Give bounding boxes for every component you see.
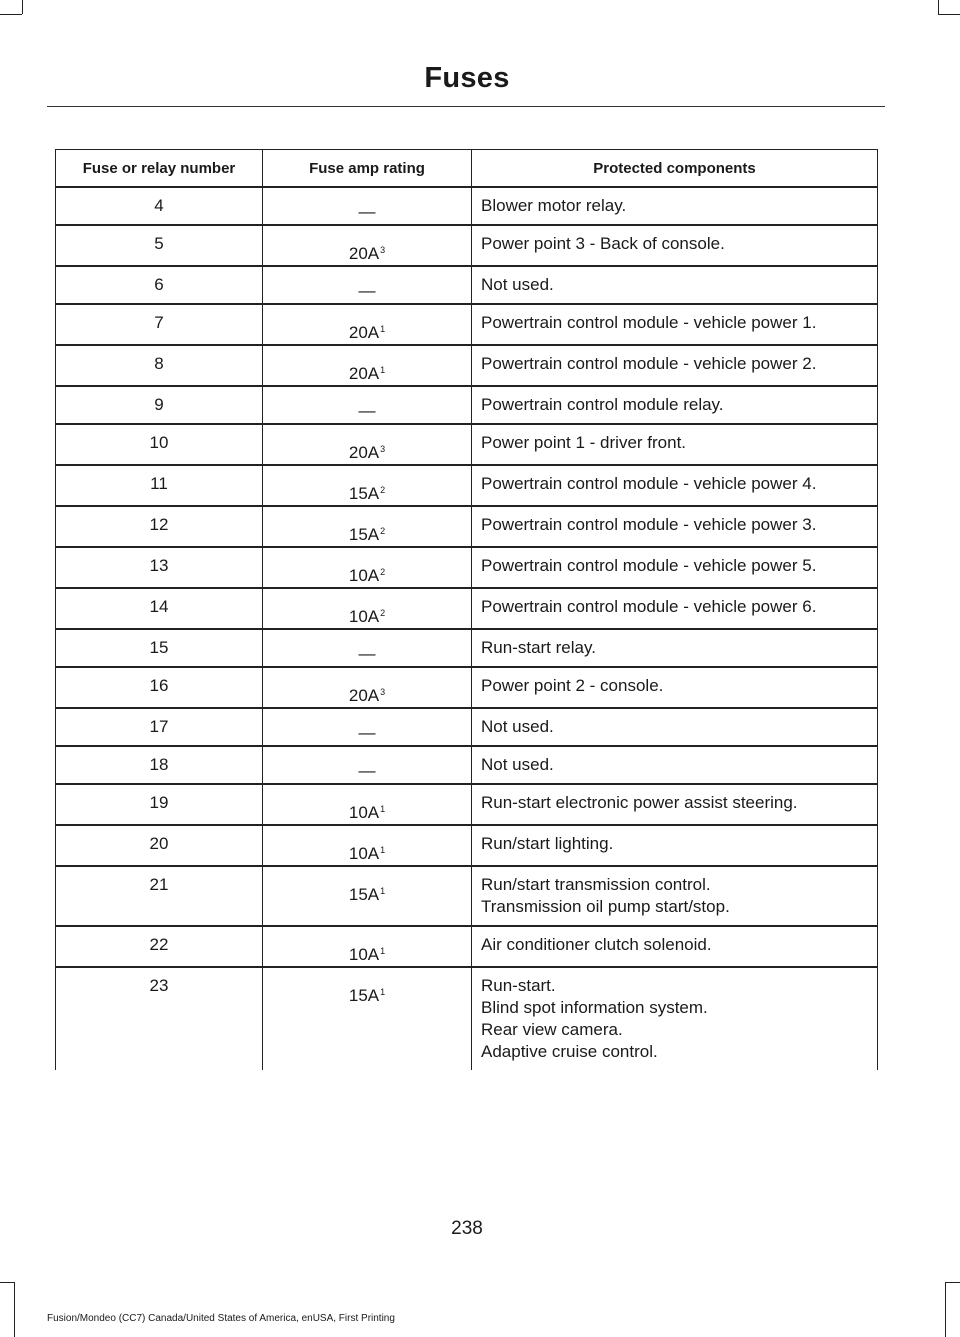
- page-title: Fuses: [424, 62, 510, 94]
- table-row: [56, 588, 878, 629]
- fuse-number: 9: [56, 386, 263, 424]
- fuse-amp-rating: [263, 967, 472, 1070]
- fuse-amp-rating: [263, 465, 472, 506]
- fuse-number: 4: [56, 187, 263, 225]
- fuse-number: 5: [56, 225, 263, 266]
- amp-value: 20A: [348, 686, 380, 705]
- fuse-amp-rating: [263, 746, 472, 784]
- fuse-amp-rating: [263, 304, 472, 345]
- amp-value: —: [358, 761, 376, 780]
- amp-value: 20A: [348, 364, 380, 383]
- component-line: Transmission oil pump start/stop.: [481, 897, 730, 916]
- component-line: Rear view camera.: [481, 1020, 623, 1039]
- table-row: [56, 547, 878, 588]
- footnote-marker: 3: [380, 687, 386, 697]
- amp-value: —: [358, 202, 376, 221]
- protected-components: [472, 465, 878, 506]
- crop-mark: [0, 14, 22, 15]
- protected-components: [472, 926, 878, 967]
- protected-components: [472, 506, 878, 547]
- amp-value: 20A: [348, 323, 380, 342]
- protected-components: [472, 266, 878, 304]
- footnote-marker: 2: [380, 485, 386, 495]
- protected-components: [472, 629, 878, 667]
- fuse-number: 6: [56, 266, 263, 304]
- fuse-amp-rating: [263, 667, 472, 708]
- title-divider: [47, 106, 885, 107]
- crop-mark: [14, 1282, 15, 1337]
- protected-components: [472, 667, 878, 708]
- component-line: Power point 2 - console.: [481, 676, 664, 695]
- component-line: Blind spot information system.: [481, 998, 708, 1017]
- fuse-number: 15: [56, 629, 263, 667]
- protected-components: [472, 225, 878, 266]
- crop-mark: [22, 0, 23, 14]
- fuse-amp-rating: [263, 629, 472, 667]
- crop-mark: [946, 1282, 960, 1283]
- table-row: [56, 784, 878, 825]
- protected-components: [472, 784, 878, 825]
- footnote-marker: 1: [380, 987, 386, 997]
- amp-value: 15A: [348, 885, 380, 904]
- amp-value: 15A: [348, 986, 380, 1005]
- table-row: [56, 225, 878, 266]
- page-number: 238: [451, 1218, 483, 1239]
- protected-components: [472, 424, 878, 465]
- table-row: [56, 465, 878, 506]
- amp-value: —: [358, 281, 376, 300]
- component-line: Not used.: [481, 755, 554, 774]
- amp-value: 10A: [348, 803, 380, 822]
- component-line: Powertrain control module - vehicle power 5.: [481, 556, 817, 575]
- table-row: [56, 926, 878, 967]
- fuse-amp-rating: [263, 588, 472, 629]
- component-line: Not used.: [481, 717, 554, 736]
- table-row: [56, 866, 878, 926]
- fuse-number: 13: [56, 547, 263, 588]
- footnote-marker: 2: [380, 608, 386, 618]
- table-header-row: [56, 150, 878, 188]
- protected-components: [472, 825, 878, 866]
- crop-mark: [938, 14, 960, 15]
- component-line: Powertrain control module - vehicle power 4.: [481, 474, 817, 493]
- amp-value: —: [358, 723, 376, 742]
- amp-value: 20A: [348, 443, 380, 462]
- fuse-number: 21: [56, 866, 263, 926]
- protected-components: [472, 187, 878, 225]
- header-amp-rating: Fuse amp rating: [263, 150, 472, 188]
- amp-value: 15A: [348, 484, 380, 503]
- table-row: [56, 825, 878, 866]
- protected-components: [472, 386, 878, 424]
- fuse-number: 16: [56, 667, 263, 708]
- table-row: [56, 629, 878, 667]
- crop-mark: [938, 0, 939, 14]
- fuse-number: 19: [56, 784, 263, 825]
- fuse-amp-rating: [263, 708, 472, 746]
- fuse-amp-rating: [263, 386, 472, 424]
- table-row: [56, 967, 878, 1070]
- component-line: Powertrain control module - vehicle power 3.: [481, 515, 817, 534]
- amp-value: —: [358, 401, 376, 420]
- amp-value: 10A: [348, 566, 380, 585]
- fuse-amp-rating: [263, 825, 472, 866]
- component-line: Not used.: [481, 275, 554, 294]
- component-line: Run/start transmission control.: [481, 875, 711, 894]
- footnote-marker: 1: [380, 324, 386, 334]
- component-line: Air conditioner clutch solenoid.: [481, 935, 712, 954]
- fuse-amp-rating: [263, 866, 472, 926]
- amp-value: 15A: [348, 525, 380, 544]
- table-row: [56, 187, 878, 225]
- component-line: Run-start.: [481, 976, 556, 995]
- fuse-number: 12: [56, 506, 263, 547]
- component-line: Power point 1 - driver front.: [481, 433, 687, 452]
- header-fuse-number: Fuse or relay number: [56, 150, 263, 188]
- protected-components: [472, 304, 878, 345]
- fuse-number: 7: [56, 304, 263, 345]
- crop-mark: [945, 1282, 946, 1337]
- component-line: Power point 3 - Back of console.: [481, 234, 725, 253]
- protected-components: [472, 345, 878, 386]
- footnote-marker: 3: [380, 444, 386, 454]
- component-line: Powertrain control module - vehicle power 1.: [481, 313, 817, 332]
- footnote-marker: 1: [380, 804, 386, 814]
- crop-mark: [0, 1282, 14, 1283]
- fuse-amp-rating: [263, 225, 472, 266]
- fuse-amp-rating: [263, 506, 472, 547]
- amp-value: —: [358, 644, 376, 663]
- footnote-marker: 1: [380, 946, 386, 956]
- footnote-marker: 2: [380, 526, 386, 536]
- table-row: [56, 266, 878, 304]
- component-line: Run-start relay.: [481, 638, 596, 657]
- fuse-amp-rating: [263, 547, 472, 588]
- table-row: [56, 345, 878, 386]
- header-protected-components: Protected components: [472, 150, 878, 188]
- fuse-number: 17: [56, 708, 263, 746]
- table-row: [56, 667, 878, 708]
- fuse-number: 22: [56, 926, 263, 967]
- footnote-marker: 3: [380, 245, 386, 255]
- fuse-amp-rating: [263, 784, 472, 825]
- amp-value: 20A: [348, 244, 380, 263]
- fuse-number: 14: [56, 588, 263, 629]
- table-row: [56, 506, 878, 547]
- table-row: [56, 708, 878, 746]
- footer-text: Fusion/Mondeo (CC7) Canada/United States of America, enUSA, First Printing: [47, 1313, 395, 1324]
- amp-value: 10A: [348, 945, 380, 964]
- fuse-number: 18: [56, 746, 263, 784]
- table-body: [56, 187, 878, 1070]
- protected-components: [472, 588, 878, 629]
- component-line: Powertrain control module relay.: [481, 395, 724, 414]
- component-line: Run/start lighting.: [481, 834, 614, 853]
- fuse-amp-rating: [263, 424, 472, 465]
- fuse-number: 8: [56, 345, 263, 386]
- table-row: [56, 386, 878, 424]
- fuse-amp-rating: [263, 187, 472, 225]
- fuse-table: [55, 149, 878, 1070]
- component-line: Powertrain control module - vehicle power 6.: [481, 597, 817, 616]
- protected-components: [472, 708, 878, 746]
- fuse-number: 20: [56, 825, 263, 866]
- table-row: [56, 424, 878, 465]
- fuse-amp-rating: [263, 926, 472, 967]
- footnote-marker: 1: [380, 845, 386, 855]
- fuse-number: 10: [56, 424, 263, 465]
- table-row: [56, 746, 878, 784]
- footnote-marker: 2: [380, 567, 386, 577]
- amp-value: 10A: [348, 607, 380, 626]
- protected-components: [472, 746, 878, 784]
- footnote-marker: 1: [380, 886, 386, 896]
- table-row: [56, 304, 878, 345]
- amp-value: 10A: [348, 844, 380, 863]
- fuse-number: 23: [56, 967, 263, 1070]
- component-line: Powertrain control module - vehicle power 2.: [481, 354, 817, 373]
- protected-components: [472, 547, 878, 588]
- component-line: Adaptive cruise control.: [481, 1042, 658, 1061]
- protected-components: [472, 967, 878, 1070]
- component-line: Blower motor relay.: [481, 196, 627, 215]
- component-line: Run-start electronic power assist steering.: [481, 793, 798, 812]
- protected-components: [472, 866, 878, 926]
- fuse-amp-rating: [263, 266, 472, 304]
- fuse-amp-rating: [263, 345, 472, 386]
- footnote-marker: 1: [380, 365, 386, 375]
- fuse-number: 11: [56, 465, 263, 506]
